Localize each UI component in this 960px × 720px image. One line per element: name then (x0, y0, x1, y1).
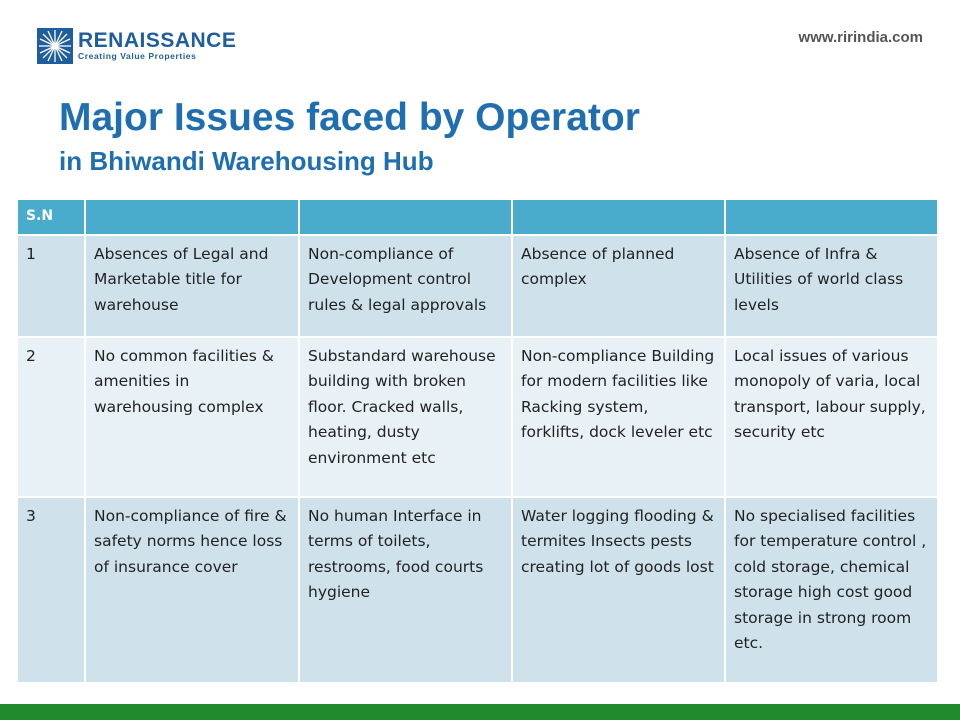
header-cell (299, 199, 512, 235)
table-cell: Non-compliance of fire & safety norms hence loss of insurance cover (85, 497, 299, 683)
row-number-cell: 2 (17, 337, 85, 497)
table-header-row (17, 199, 938, 235)
table-row (17, 497, 938, 683)
logo-tagline: Creating Value Properties (78, 50, 197, 61)
header-cell (725, 199, 938, 235)
footer-bar (0, 704, 960, 720)
table-cell: Water logging flooding & termites Insects pests creating lot of goods lost (512, 497, 725, 683)
company-logo (37, 28, 236, 64)
header-cell (85, 199, 299, 235)
table-cell: Non-compliance of Development control rules & legal approvals (299, 235, 512, 337)
table-row (17, 235, 938, 337)
table-cell: Non-compliance Building for modern facilities like Racking system, forklifts, dock leveler etc (512, 337, 725, 497)
table-cell: Absence of planned complex (512, 235, 725, 337)
table-cell: Absence of Infra & Utilities of world class levels (725, 235, 938, 337)
website-url[interactable]: www.ririndia.com (798, 29, 923, 46)
table-cell: No common facilities & amenities in warehousing complex (85, 337, 299, 497)
table-cell: No human Interface in terms of toilets, restrooms, food courts hygiene (299, 497, 512, 683)
header-cell-sn: S.N (17, 199, 85, 235)
row-number-cell: 3 (17, 497, 85, 683)
slide-title: Major Issues faced by Operator (59, 96, 640, 139)
table-cell: Substandard warehouse building with broken floor. Cracked walls, heating, dusty environment etc (299, 337, 512, 497)
row-number-cell: 1 (17, 235, 85, 337)
header-cell (512, 199, 725, 235)
slide-subtitle: in Bhiwandi Warehousing Hub (59, 146, 434, 176)
issues-table (16, 198, 939, 684)
table-cell: Local issues of various monopoly of varia, local transport, labour supply, security etc (725, 337, 938, 497)
starburst-logo-icon (37, 28, 73, 64)
table-cell: Absences of Legal and Marketable title for warehouse (85, 235, 299, 337)
table-cell: No specialised facilities for temperature control , cold storage, chemical storage high cost good storage in strong room etc. (725, 497, 938, 683)
table-row (17, 337, 938, 497)
logo-name: RENAISSANCE (78, 28, 237, 52)
